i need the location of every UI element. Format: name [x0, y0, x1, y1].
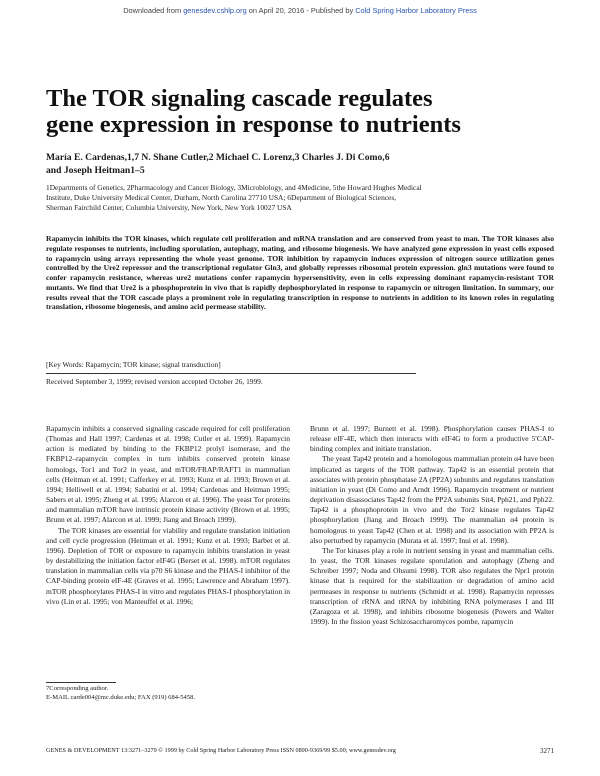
author-list: [46, 151, 566, 177]
article-title-line-1: The TOR signaling cascade regulates: [46, 85, 433, 112]
journal-footer: [46, 747, 554, 754]
banner-middle: on April 20, 2016 - Published by: [246, 6, 356, 15]
banner-publisher-link[interactable]: Cold Spring Harbor Laboratory Press: [355, 6, 477, 15]
affiliation-line: 1Departments of Genetics, 2Pharmacology and Cancer Biology, 3Microbiology, and 4Medicine, 5the Howard Hughes Medical: [46, 183, 422, 192]
affiliation-line: Sherman Fairchild Center, Columbia University, New York, New York 10027 USA: [46, 203, 292, 212]
article-title: [46, 86, 566, 138]
banner-site-link[interactable]: genesdev.cshlp.org: [183, 6, 247, 15]
abstract: Rapamycin inhibits the TOR kinases, which regulate cell proliferation and mRNA translation and are conserved from yeast to man. The TOR kinases also regulate responses to nutrients, including sporulation, autophagy, mating, and ribosome biogenesis. We have analyzed gene expression in yeast cells exposed to rapamycin using arrays representing the whole yeast genome. TOR inhibition by rapamycin induces expression of nitrogen source utilization genes controlled by the Ure2 repressor and the transcriptional regulator Gln3, and globally represses ribosomal protein expression. gln3 mutations were found to confer rapamycin resistance, whereas ure2 mutations confer rapamycin hypersensitivity, even in cells expressing dominant rapamycin-resistant TOR mutants. We find that Ure2 is a phosphoprotein in vivo that is rapidly dephosphorylated in response to rapamycin or nitrogen limitation. In summary, our results reveal that the TOR cascade plays a prominent role in regulating transcription in response to nutrients in addition to its known roles in regulating translation, ribosome biogenesis, and amino acid permease stability.: [46, 234, 554, 312]
download-banner: [0, 6, 600, 15]
corresponding-author-note: 7Corresponding author.: [46, 685, 109, 692]
affiliations: [46, 183, 566, 213]
article-title-line-2: gene expression in response to nutrients: [46, 111, 461, 138]
footnote-divider: [46, 682, 116, 683]
body-paragraph: The yeast Tap42 protein and a homologous mammalian protein α4 have been implicated as targets of the TOR pathway. Tap42 is an essential protein that associates with protein phosphatase 2A (PP2A) subunits and regulates translation initiation in yeast (Di Como and Arndt 1996). Rapamycin treatment or nutrient deprivation disassociates Tap42 from the PP2A subunits Sit4, Pph21, and Pph22. Tap42 is a phosphoprotein in vivo and the Tor2 kinase regulates Tap42 phosphorylation (Jiang and Broach 1999). The mammalian α4 protein is homologous to yeast Tap42 (Chen et al. 1998) and its association with PP2A is also perturbed by rapamycin (Murata et al. 1997; Inui et al. 1998).: [310, 454, 554, 545]
keywords: [Key Words: Rapamycin; TOR kinase; signal transduction]: [46, 360, 221, 369]
divider: [46, 373, 416, 374]
author-list-line-1: María E. Cardenas,1,7 N. Shane Cutler,2 Michael C. Lorenz,3 Charles J. Di Como,6: [46, 152, 390, 163]
body-paragraph: The Tor kinases play a role in nutrient sensing in yeast and mammalian cells. In yeast, the TOR kinases regulate sporulation and autophagy (Zheng and Schreiber 1997; Noda and Ohsumi 1998). TOR also regulates the Npr1 protein kinase that is required for the stabilization or degradation of amino acid permeases in response to nutrients (Schmidt et al. 1998). Rapamycin represses transcription of rRNA and tRNA by inhibiting RNA polymerases I and III (Zaragoza et al. 1998), and inhibits ribosome biogenesis (Powers and Walter 1999). In the fission yeast Schizosaccharomyces pombe, rapamycin: [310, 545, 554, 626]
journal-citation: GENES & DEVELOPMENT 13:3271–3279 © 1999 by Cold Spring Harbor Laboratory Press ISSN 0890-9369/99 $5.00; www.genesdev.org: [46, 747, 396, 754]
author-list-line-2: and Joseph Heitman1–5: [46, 165, 145, 176]
contact-info: E-MAIL carde004@mc.duke.edu; FAX (919) 684-5458.: [46, 693, 196, 701]
body-column-left: [46, 424, 290, 607]
banner-prefix: Downloaded from: [123, 6, 184, 15]
body-paragraph: Rapamycin inhibits a conserved signaling cascade required for cell proliferation (Thomas and Hall 1997; Cardenas et al. 1998; Cutler et al. 1999). Rapamycin action is mediated by binding to the FKBP12 prolyl isomerase, and the FKBP12–rapamycin complex in turn inhibits conserved protein kinase homologs, Tor1 and Tor2 in yeast, and mTOR/FRAP/RAFT1 in mammalian cells (Heitman et al. 1991; Cafferkey et al. 1993; Kunz et al. 1993; Brown et al. 1994; Helliwell et al. 1994; Sabatini et al. 1994; Cardenas and Heitman 1995; Sabers et al. 1995; Zheng et al. 1995; Alarcon et al. 1996). The yeast Tor proteins and mammalian mTOR have intrinsic protein kinase activity (Brown et al. 1995; Brunn et al. 1997; Alarcon et al. 1999; Jiang and Broach 1999).: [46, 424, 290, 525]
page-number: 3271: [540, 747, 554, 755]
body-paragraph: The TOR kinases are essential for viability and regulate translation initiation and cell cycle progression (Heitman et al. 1991; Kunz et al. 1993; Barbet et al. 1996). Depletion of TOR or exposure to rapamycin inhibits translation in yeast by destabilizing the initiation factor eIF4G (Berset et al. 1998). mTOR regulates translation in mammalian cells via p70 S6 kinase and the PHAS-I inhibitor of the CAP-binding protein eIF-4E (Graves et al. 1995; Lawrence and Abraham 1997). mTOR phosphorylates PHAS-I in vitro and regulates PHAS-I phosphorylation in vivo (Lin et al. 1995; von Manteuffel et al. 1996;: [46, 525, 290, 606]
body-column-right: [310, 424, 554, 627]
received-dates: Received September 3, 1999; revised version accepted October 26, 1999.: [46, 377, 263, 386]
affiliation-line: Institute, Duke University Medical Center, Durham, North Carolina 27710 USA; 6Department of Biological Sciences,: [46, 193, 397, 202]
body-paragraph: Brunn et al. 1997; Burnett et al. 1998). Phosphorylation causes PHAS-I to release eIF-4E, which then interacts with eIF4G to form a productive 5′CAP-binding complex and initiate translation.: [310, 424, 554, 454]
footnote: [46, 685, 296, 702]
